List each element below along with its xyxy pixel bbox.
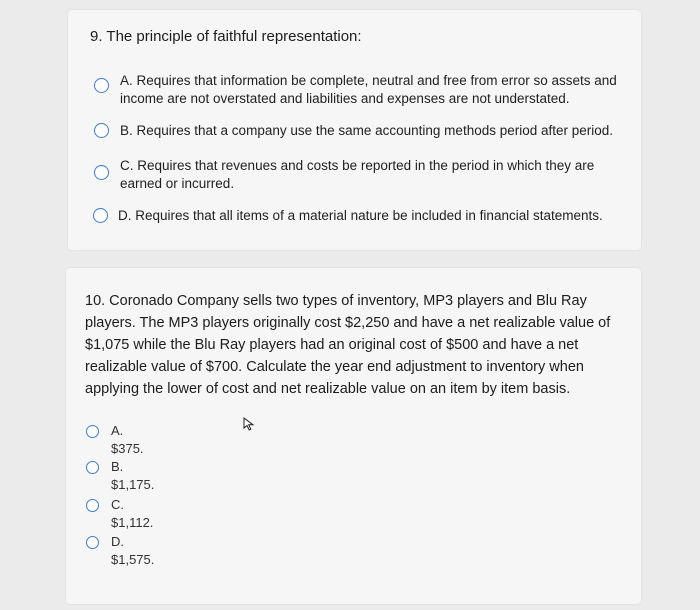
question-10-card bbox=[66, 268, 641, 604]
option-label: C. $1,112. bbox=[111, 497, 154, 530]
mouse-pointer-icon bbox=[243, 417, 255, 431]
radio-button[interactable] bbox=[86, 499, 99, 512]
question-10-text: 10. Coronado Company sells two types of inventory, MP3 players and Blu Ray players. The MP3 players originally cost $2,250 and have a net realizable value of $1,075 while the Blu Ray players had an original cost of $500 and have a net realizable value of $700. Calculate the year end adjustment to inventory when applying the lower of cost and net realizable value on an item by item basis. bbox=[85, 293, 611, 397]
option-label: C. Requires that revenues and costs be reported in the period in which they are earned or incurred. bbox=[120, 158, 595, 191]
radio-button[interactable] bbox=[94, 123, 109, 138]
radio-button[interactable] bbox=[93, 208, 108, 223]
radio-button[interactable] bbox=[86, 425, 99, 438]
option-label: D. Requires that all items of a material nature be included in financial statements. bbox=[118, 208, 603, 223]
option-label: B. $1,175. bbox=[111, 459, 155, 492]
option-label: A. Requires that information be complete, neutral and free from error so assets and income are not overstated and liabilities and expenses are not understated. bbox=[120, 73, 617, 106]
radio-button[interactable] bbox=[86, 461, 99, 474]
radio-button[interactable] bbox=[94, 78, 109, 93]
question-9-card bbox=[68, 10, 641, 250]
radio-button[interactable] bbox=[86, 536, 99, 549]
option-label: D. $1,575. bbox=[111, 534, 155, 567]
question-9-title: 9. The principle of faithful representation: bbox=[90, 28, 362, 45]
radio-button[interactable] bbox=[94, 165, 109, 180]
option-label: B. Requires that a company use the same accounting methods period after period. bbox=[120, 123, 614, 138]
option-label: A. $375. bbox=[111, 423, 144, 456]
